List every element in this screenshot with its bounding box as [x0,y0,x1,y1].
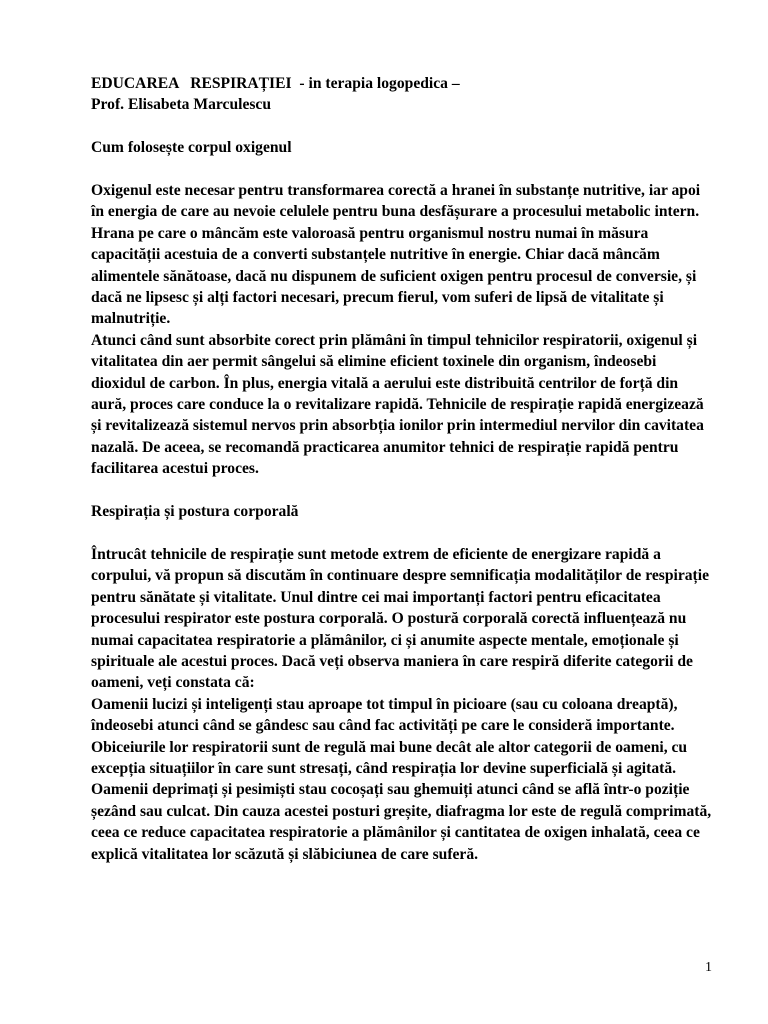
paragraph: Atunci când sunt absorbite corect prin plămâni în timpul tehnicilor respiratorii, oxigenul și vitalitatea din aer permit sângelui să elimine eficient toxinele din organism, îndeosebi dioxidul de carbon. În plus, energia vitală a aerului este distribuită centrilor de forță din aură, proces care conduce la o revitalizare rapidă. Tehnicile de respirație rapidă energizează și revitalizează sistemul nervos prin absorbția ionilor prin intermediul nervilor din cavitatea nazală. De aceea, se recomandă practicarea anumitor tehnici de respirație rapidă pentru facilitarea acestui proces. [91,331,704,478]
document-body [91,73,713,865]
paragraph: Oxigenul este necesar pentru transformarea corectă a hranei în substanțe nutritive, iar apoi în energia de care au nevoie celulele pentru buna desfășurare a procesului metabolic intern. Hrana pe care o mâncăm este valoroasă pentru organismul nostru numai în măsura capacității acestuia de a converti substanțele nutritive în energie. Chiar dacă mâncăm alimentele sănătoase, dacă nu dispunem de suficient oxigen pentru procesul de conversie, și dacă ne lipsesc și alți factori necesari, precum fierul, vom suferi de lipsă de vitalitate și malnutriție. [91,182,701,328]
paragraph: Oamenii lucizi și inteligenți stau aproape tot timpul în picioare (sau cu coloana dreaptă), îndeosebi atunci când se gândesc sau când fac activități pe care le consideră importante. Obiceiurile lor respiratorii sunt de regulă mai bune decât ale altor categorii de oameni, cu excepția situațiilor în care sunt stresați, când respirația lor devine superficială și agitată. Oamenii deprimați și pesimiști stau cocoșați sau ghemuiți atunci când se află într-o poziție șezând sau culcat. Din cauza acestei posturi greșite, diafragma lor este de regulă comprimată, ceea ce reduce capacitatea respiratorie a plămânilor și cantitatea de oxigen inhalată, ceea ce explică vitalitatea lor scăzută și slăbiciunea de care suferă. [91,695,712,863]
page-number: 1 [705,960,712,975]
section-heading-posture: Respirația și postura corporală [91,503,299,521]
document-title: EDUCAREA RESPIRAȚIEI - in terapia logopedica – [91,75,460,92]
paragraph: Întrucât tehnicile de respirație sunt metode extrem de eficiente de energizare rapidă a corpului, vă propun să discutăm în continuare despre semnificația modalităților de respirație pentru sănătate și vitalitate. Unul dintre cei mai importanți factori pentru eficacitatea procesului respirator este postura corporală. O postură corporală corectă influențează nu numai capacitatea respiratorie a plămânilor, ci și anumite aspecte mentale, emoționale și spirituale ale acestui proces. Dacă veți observa maniera în care respiră diferite categorii de oameni, veți constata că: [91,545,710,692]
section-heading-oxygen: Cum folosește corpul oxigenul [91,139,292,157]
document-author: Prof. Elisabeta Marculescu [91,96,272,114]
